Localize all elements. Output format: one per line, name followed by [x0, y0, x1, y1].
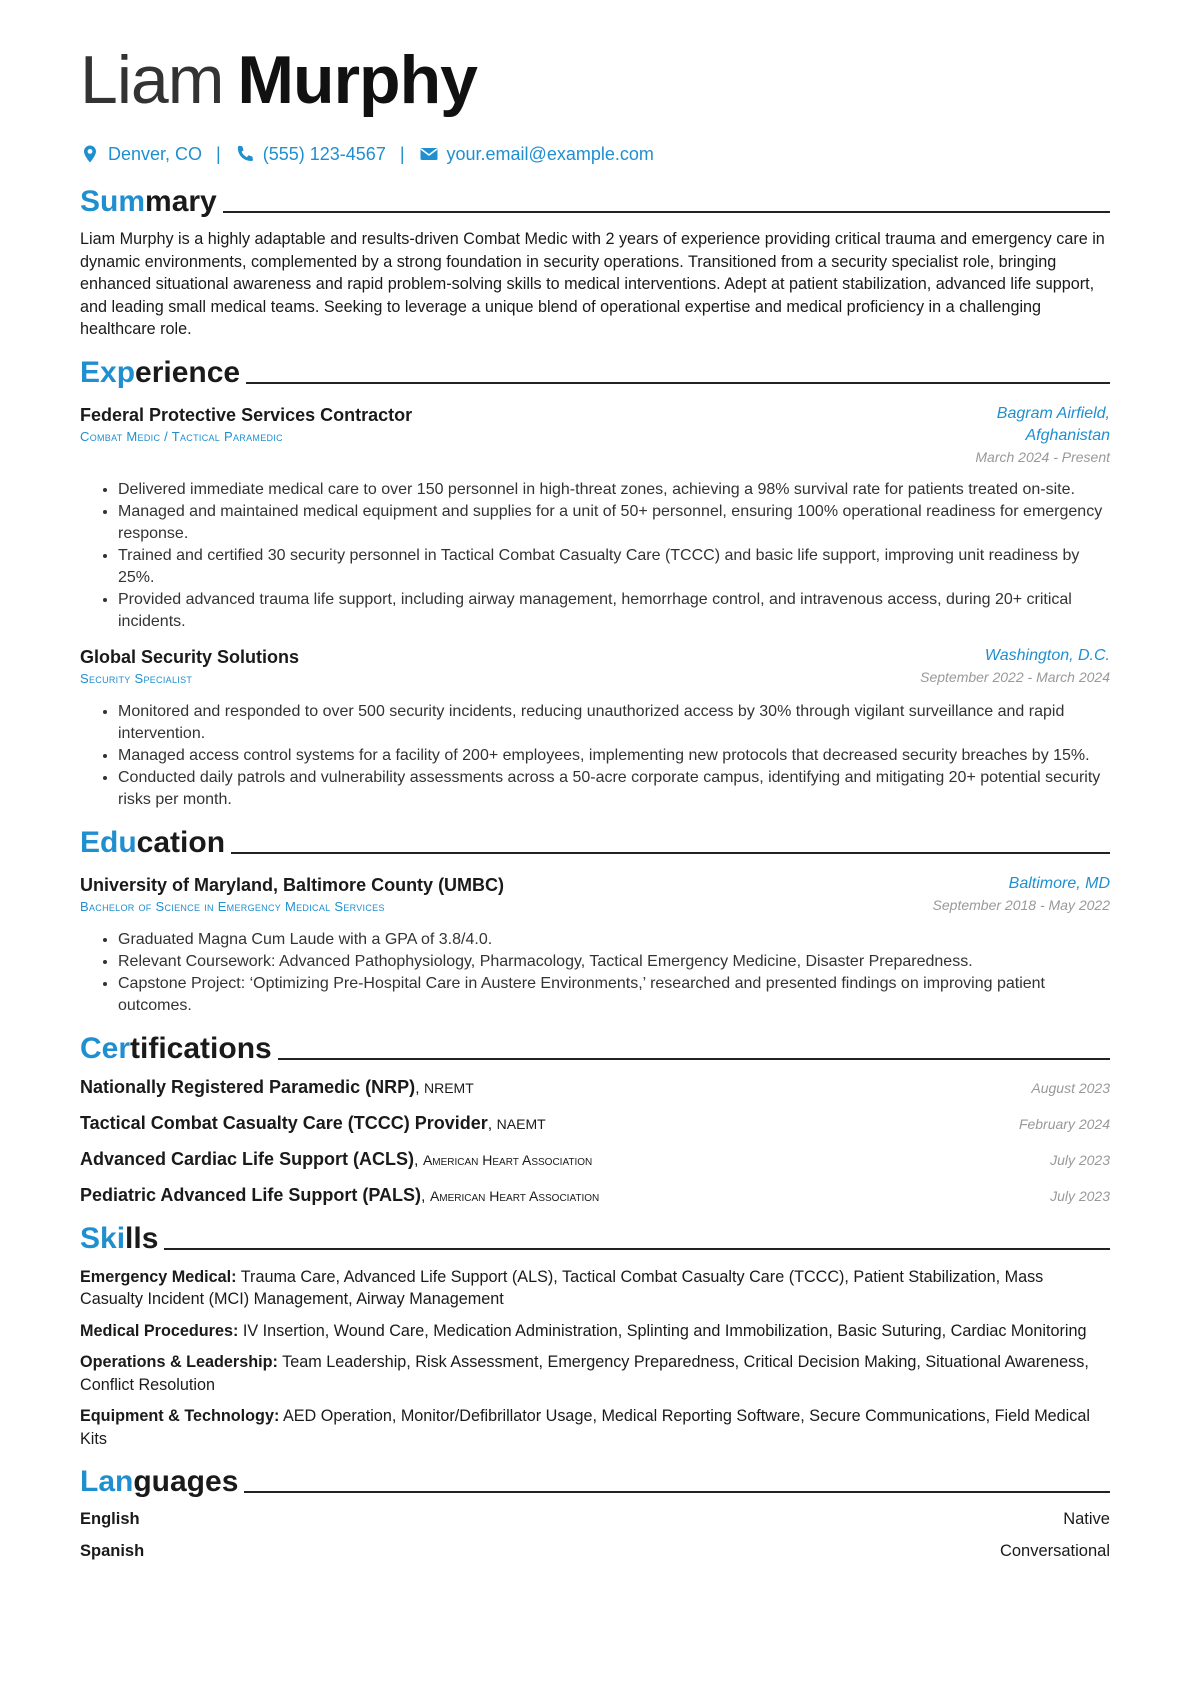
list-item: • Provided advanced trauma life support, including airway management, hemorrhage control, and intravenous access, during 20+ critical incidents.: [118, 589, 1110, 633]
skill-label: Operations & Leadership:: [80, 1353, 278, 1371]
skill-list: IV Insertion, Wound Care, Medication Administration, Splinting and Immobilization, Basic Suturing, Cardiac Monitoring: [242, 1321, 1087, 1340]
list-item: • Monitored and responded to over 500 security incidents, reducing unauthorized access by 30% through vigilant surveillance and rapid intervention.: [118, 701, 1110, 745]
section-rule: [231, 852, 1110, 854]
section-title: [80, 825, 225, 861]
certification-date: July 2023: [1050, 1187, 1110, 1204]
phone-text: (555) 123-4567: [262, 143, 386, 164]
list-item: • Capstone Project: ‘Optimizing Pre-Hospital Care in Austere Environments,’ researched and presented findings on improving patient outcomes.: [118, 973, 1110, 1017]
certification-issuer: NAEMT: [496, 1115, 546, 1132]
list-item: • Trained and certified 30 security personnel in Tactical Combat Casualty Care (TCCC) and basic life support, improving unit readiness by 25%.: [118, 545, 1110, 589]
language-level: Conversational: [999, 1542, 1110, 1560]
list-item: • Managed and maintained medical equipment and supplies for a unit of 50+ personnel, ensuring 100% operational readiness for emergency response.: [118, 501, 1110, 545]
certification-row: Nationally Registered Paramedic (NRP), NREMT August 2023: [80, 1076, 1110, 1097]
section-title: [80, 184, 217, 220]
section-title-rest: tifications: [130, 1031, 272, 1065]
section-title: [80, 1221, 158, 1257]
certification-row: Advanced Cardiac Life Support (ACLS), American Heart Association July 2023: [80, 1148, 1110, 1169]
job-dates: September 2022 - March 2024: [920, 668, 1110, 685]
section-title: [80, 1031, 272, 1067]
languages-heading: [80, 1460, 1110, 1500]
skill-label: Emergency Medical:: [80, 1267, 237, 1286]
skill-group: [80, 1351, 1110, 1396]
school-dates: September 2018 - May 2022: [932, 896, 1110, 913]
job-dates: March 2024 - Present: [975, 448, 1110, 465]
section-title-accent: Cer: [80, 1031, 131, 1065]
summary-text: Liam Murphy is a highly adaptable and results-driven Combat Medic with 2 years of experience providing critical trauma and emergency care in dynamic environments, complemented by a strong foundation in security operations. Transitioned from a security specialist role, bringing enhanced situational awareness and rapid problem-solving skills to medical interventions. Adept at patient stabilization, advanced life support, and leading small medical teams. Seeking to leverage a unique blend of operational expertise and medical proficiency in a challenging healthcare role.: [80, 230, 1105, 338]
language-name: English: [80, 1510, 140, 1528]
section-title-accent: Sum: [80, 185, 146, 218]
candidate-name: [80, 0, 1110, 120]
summary-heading: [80, 180, 1110, 220]
section-title-rest: cation: [136, 825, 226, 859]
certification-date: August 2023: [1031, 1079, 1110, 1096]
school-location: Baltimore, MD: [1008, 874, 1110, 892]
language-level: Native: [1063, 1510, 1110, 1528]
skill-group: [80, 1405, 1110, 1450]
employer-name: Federal Protective Services Contractor: [80, 404, 413, 425]
section-title-accent: Edu: [80, 825, 137, 859]
certification-name: Advanced Cardiac Life Support (ACLS): [80, 1148, 415, 1169]
skill-label: Medical Procedures:: [80, 1321, 239, 1340]
job-title: Combat Medic / Tactical Paramedic: [80, 428, 283, 444]
education-heading: [80, 821, 1110, 861]
section-rule: [246, 382, 1110, 384]
section-title-accent: Ski: [80, 1221, 126, 1255]
contact-email[interactable]: [419, 144, 654, 165]
certification-date: February 2024: [1018, 1115, 1110, 1132]
skill-list: AED Operation, Monitor/Defibrillator Usage, Medical Reporting Software, Secure Communications, Field Medical Kits: [80, 1407, 1090, 1448]
education-bullets: [80, 929, 1110, 1017]
list-item: • Managed access control systems for a facility of 200+ employees, implementing new protocols that decreased security breaches by 15%.: [118, 745, 1110, 767]
contact-separator: |: [399, 143, 405, 164]
certification-issuer: NREMT: [424, 1079, 474, 1096]
contact-separator: |: [216, 143, 221, 164]
language-row: [80, 1510, 1110, 1532]
list-item: • Relevant Coursework: Advanced Pathophysiology, Pharmacology, Tactical Emergency Medicine, Disaster Preparedness.: [118, 951, 1110, 973]
certification-row: Pediatric Advanced Life Support (PALS), American Heart Association July 2023: [80, 1184, 1110, 1205]
certification-issuer: American Heart Association: [429, 1187, 600, 1204]
school-name: University of Maryland, Baltimore County (UMBC): [80, 874, 505, 895]
job-location: Washington, D.C.: [984, 646, 1110, 664]
email-text: your.email@example.com: [446, 143, 654, 164]
certification-name: Pediatric Advanced Life Support (PALS): [80, 1184, 422, 1205]
skill-list: Trauma Care, Advanced Life Support (ALS), Tactical Combat Casualty Care (TCCC), Patient Stabilization, Mass Casualty Incident (MCI) Management, Airway Management: [80, 1267, 1044, 1308]
skill-group: [80, 1266, 1110, 1311]
skill-label: Equipment & Technology:: [80, 1407, 280, 1425]
contact-phone[interactable]: [235, 144, 386, 165]
section-title-rest: erience: [135, 355, 241, 389]
section-title-rest: guages: [133, 1465, 239, 1498]
section-rule: [164, 1248, 1110, 1250]
employer-name: Global Security Solutions: [80, 646, 300, 667]
skills-heading: [80, 1217, 1110, 1257]
certification-name: Tactical Combat Casualty Care (TCCC) Provider: [80, 1112, 488, 1133]
list-item: • Delivered immediate medical care to over 150 personnel in high-threat zones, achieving a 98% survival rate for patients treated on-site.: [118, 479, 1110, 501]
experience-heading: [80, 351, 1110, 391]
location-text: Denver, CO: [108, 143, 203, 164]
section-rule: [223, 211, 1110, 213]
list-item: • Conducted daily patrols and vulnerability assessments across a 50-acre corporate campus, identifying and mitigating 20+ potential security risks per month.: [118, 767, 1110, 811]
skill-list: Team Leadership, Risk Assessment, Emergency Preparedness, Critical Decision Making, Situational Awareness, Conflict Resolution: [80, 1353, 1089, 1394]
certification-date: July 2023: [1050, 1151, 1110, 1168]
contact-location: [80, 144, 202, 165]
section-rule: [278, 1058, 1110, 1060]
degree: Bachelor of Science in Emergency Medical Services: [80, 898, 385, 914]
certification-issuer: American Heart Association: [422, 1151, 593, 1168]
job-bullets: [80, 479, 1110, 633]
certifications-heading: [80, 1027, 1110, 1067]
certification-name: Nationally Registered Paramedic (NRP): [80, 1076, 416, 1097]
job-title: Security Specialist: [80, 670, 193, 686]
section-title-rest: mary: [145, 185, 217, 218]
section-title-accent: Exp: [80, 355, 136, 389]
section-title: [80, 355, 240, 391]
list-item: • Graduated Magna Cum Laude with a GPA of 3.8/4.0.: [118, 929, 1110, 951]
job-bullets: [80, 701, 1110, 811]
certification-row: Tactical Combat Casualty Care (TCCC) Provider, NAEMT February 2024: [80, 1112, 1110, 1133]
language-row: [80, 1542, 1110, 1564]
envelope-icon: [419, 144, 439, 164]
skill-group: [80, 1320, 1110, 1343]
section-title-accent: Lan: [80, 1465, 134, 1498]
language-name: Spanish: [80, 1542, 145, 1560]
experience-entry: [80, 645, 1110, 811]
section-title: [80, 1464, 238, 1500]
map-pin-icon: [80, 144, 100, 164]
first-name: Liam: [80, 42, 224, 118]
phone-icon: [235, 144, 255, 164]
experience-entry: [80, 403, 1110, 633]
job-location: Bagram Airfield, Afghanistan: [996, 404, 1110, 444]
education-entry: [80, 873, 1110, 1017]
section-title-rest: lls: [125, 1221, 159, 1255]
contact-bar: [80, 142, 1110, 166]
section-rule: [244, 1491, 1110, 1493]
last-name: Murphy: [237, 42, 477, 118]
